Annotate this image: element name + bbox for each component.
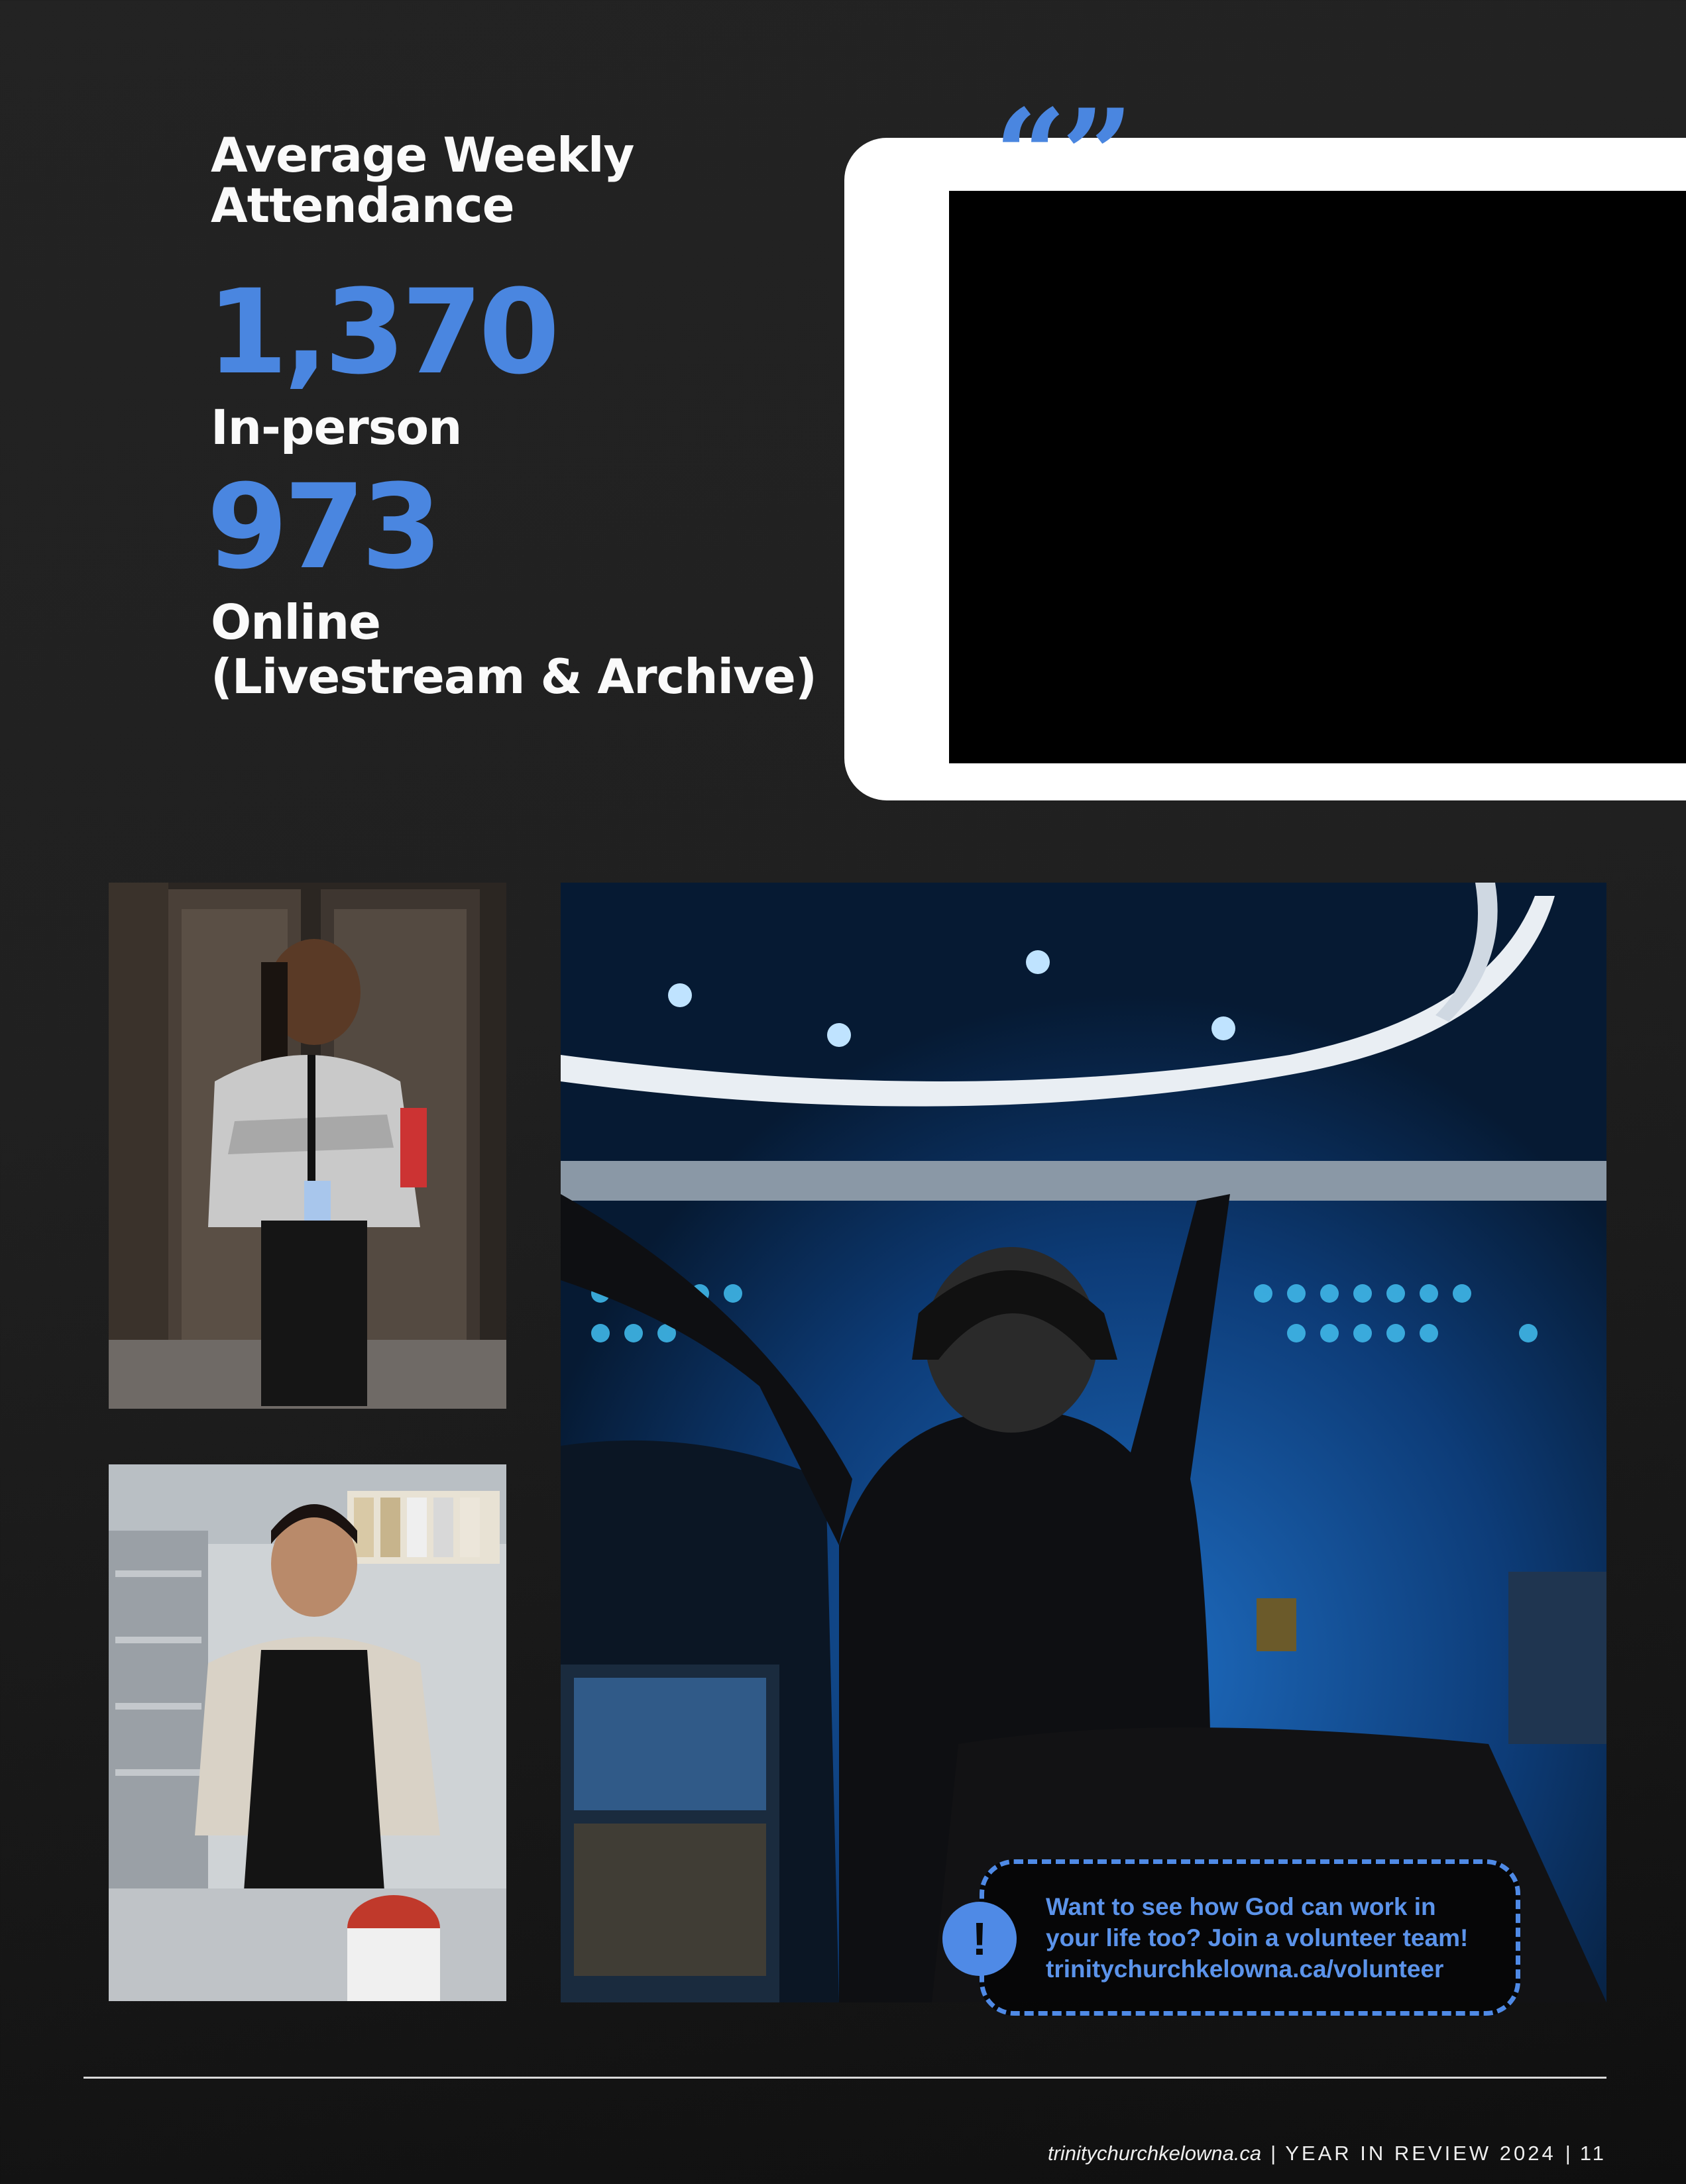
in-person-label: In-person (211, 400, 462, 455)
attendance-heading (211, 127, 675, 233)
greeter-volunteer-photo (109, 883, 506, 1409)
callout-line-1: Want to see how God can work in (1046, 1893, 1436, 1920)
volunteer-link[interactable]: trinitychurchkelowna.ca/volunteer (1046, 1955, 1444, 1983)
attendance-heading-line2: Attendance (211, 178, 514, 233)
online-label (211, 595, 816, 704)
online-count: 973 (207, 459, 439, 595)
tech-booth-worship-photo (561, 883, 1606, 2002)
footer-title: YEAR IN REVIEW 2024 (1285, 2142, 1556, 2165)
footer-site-link[interactable]: trinitychurchkelowna.ca (1047, 2142, 1262, 2165)
page-number: 11 (1579, 2142, 1606, 2165)
kitchen-volunteer-photo (109, 1464, 506, 2001)
volunteer-callout-text (1046, 1891, 1516, 1985)
quote-marks-icon: “” (994, 82, 1129, 229)
footer-separator: | (1565, 2142, 1571, 2165)
page-footer (1048, 2140, 1606, 2167)
online-label-line1: Online (211, 594, 380, 650)
callout-line-2: your life too? Join a volunteer team! (1046, 1924, 1469, 1951)
footer-divider (84, 2077, 1606, 2079)
online-label-line2: (Livestream & Archive) (211, 649, 816, 704)
attendance-heading-line1: Average Weekly (211, 127, 634, 183)
video-embed[interactable] (949, 191, 1686, 763)
footer-separator: | (1270, 2142, 1276, 2165)
in-person-count: 1,370 (207, 264, 556, 400)
exclamation-icon: ! (942, 1902, 1017, 1976)
